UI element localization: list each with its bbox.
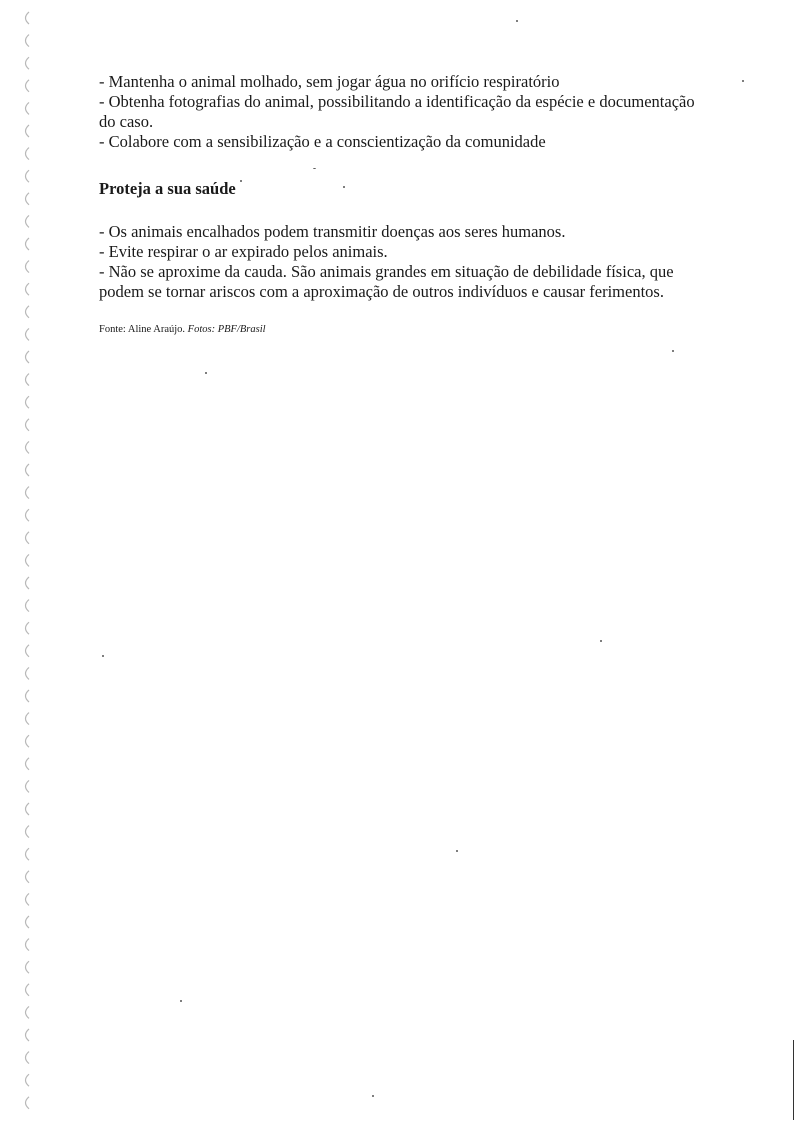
list-item: - Mantenha o animal molhado, sem jogar água no orifício respiratório — [99, 72, 560, 91]
binding-hole — [26, 1097, 30, 1109]
binding-hole — [26, 170, 30, 182]
list-item: - Evite respirar o ar expirado pelos animais. — [99, 242, 388, 261]
binding-hole — [26, 215, 30, 227]
binding-hole — [26, 780, 30, 792]
binding-hole — [26, 600, 30, 612]
binding-hole — [26, 893, 30, 905]
binding-hole — [26, 758, 30, 770]
section-heading: Proteja a sua saúde — [99, 179, 236, 198]
binding-hole — [26, 351, 30, 363]
binding-hole — [26, 328, 30, 340]
binding-hole — [26, 1052, 30, 1064]
list-item: - Os animais encalhados podem transmitir doenças aos seres humanos. — [99, 222, 566, 241]
scan-speck — [372, 1095, 374, 1097]
binding-hole — [26, 577, 30, 589]
binding-hole — [26, 148, 30, 160]
scan-speck — [742, 80, 744, 82]
binding-hole — [26, 984, 30, 996]
binding-hole — [26, 238, 30, 250]
scan-edge-mark — [793, 1040, 794, 1120]
binding-hole — [26, 532, 30, 544]
binding-hole — [26, 1029, 30, 1041]
scan-speck — [102, 655, 104, 657]
binding-hole — [26, 1006, 30, 1018]
binding-hole — [26, 826, 30, 838]
binding-hole — [26, 645, 30, 657]
list-item: - Não se aproxime da cauda. São animais grandes em situação de debilidade física, que podem se tornar ariscos com a aproximação de outros indivíduos e causar ferimentos. — [99, 262, 674, 301]
binding-hole — [26, 554, 30, 566]
binding-hole — [26, 125, 30, 137]
binding-hole — [26, 622, 30, 634]
binding-holes — [14, 0, 40, 1131]
binding-hole — [26, 803, 30, 815]
recommendations-list — [99, 72, 699, 152]
binding-hole — [26, 374, 30, 386]
binding-hole — [26, 193, 30, 205]
scan-speck — [205, 372, 207, 374]
list-item: - Obtenha fotografias do animal, possibilitando a identificação da espécie e documentação do caso. — [99, 92, 695, 131]
binding-hole — [26, 441, 30, 453]
binding-hole — [26, 735, 30, 747]
binding-hole — [26, 487, 30, 499]
binding-hole — [26, 396, 30, 408]
binding-hole — [26, 667, 30, 679]
scan-speck — [672, 350, 674, 352]
binding-hole — [26, 1074, 30, 1086]
binding-hole — [26, 57, 30, 69]
scan-speck — [180, 1000, 182, 1002]
binding-hole — [26, 690, 30, 702]
binding-hole — [26, 961, 30, 973]
scan-speck — [456, 850, 458, 852]
binding-hole — [26, 80, 30, 92]
binding-hole — [26, 464, 30, 476]
binding-hole — [26, 283, 30, 295]
scan-speck — [343, 186, 345, 188]
credit-photos: Fotos: PBF/Brasil — [187, 324, 266, 335]
binding-hole — [26, 102, 30, 114]
scan-speck — [600, 640, 602, 642]
document-page — [99, 72, 699, 337]
scan-speck — [516, 20, 518, 22]
binding-hole — [26, 509, 30, 521]
credit-source: Fonte: Aline Araújo. — [99, 324, 186, 335]
binding-hole — [26, 871, 30, 883]
binding-hole — [26, 12, 30, 24]
binding-hole — [26, 848, 30, 860]
credit-line — [99, 323, 699, 337]
scan-speck — [313, 168, 316, 169]
binding-hole — [26, 419, 30, 431]
binding-hole — [26, 713, 30, 725]
health-list — [99, 222, 699, 302]
binding-hole — [26, 916, 30, 928]
binding-hole — [26, 306, 30, 318]
binding-hole — [26, 261, 30, 273]
binding-hole — [26, 35, 30, 47]
list-item: - Colabore com a sensibilização e a conscientização da comunidade — [99, 132, 546, 151]
binding-hole — [26, 939, 30, 951]
scan-speck — [240, 180, 242, 182]
